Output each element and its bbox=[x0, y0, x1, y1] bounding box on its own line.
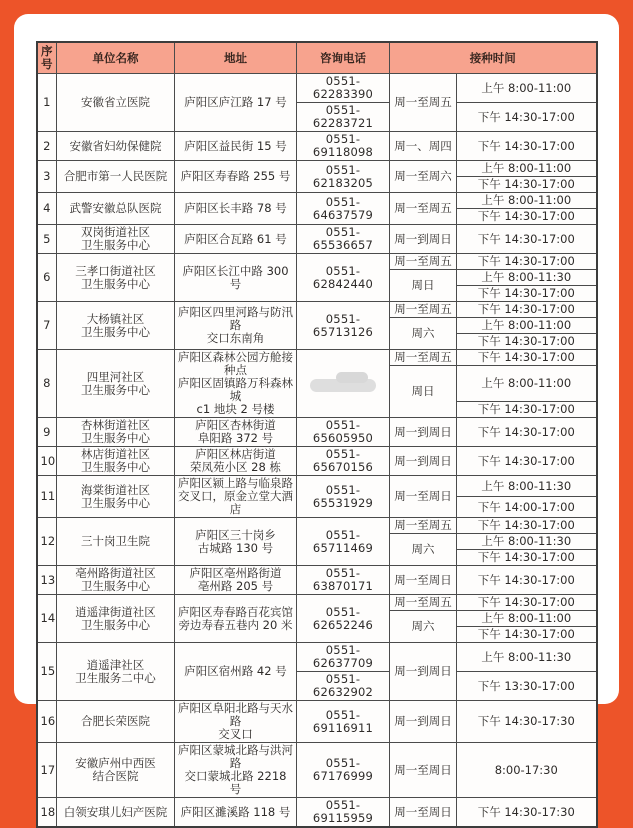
unit-address-cell-line: 交口蒙城北路 2218 号 bbox=[184, 769, 287, 796]
unit-address-cell bbox=[175, 418, 297, 447]
table-row bbox=[37, 302, 597, 318]
table-row bbox=[37, 254, 597, 270]
schedule-days-cell-line: 周一至周日 bbox=[394, 572, 452, 587]
unit-address-cell-line: 庐阳区三十岗乡 bbox=[195, 527, 276, 542]
row-number-cell-line: 9 bbox=[43, 424, 51, 439]
schedule-time-cell bbox=[457, 286, 597, 302]
phone-number-cell bbox=[297, 103, 390, 132]
row-number-cell bbox=[37, 566, 57, 595]
table-row bbox=[37, 518, 597, 534]
unit-address-cell-line: 庐阳区庐江路 17 号 bbox=[184, 95, 287, 109]
vaccination-sites-table bbox=[36, 41, 598, 828]
header-serial-number: 序号 bbox=[37, 42, 57, 74]
unit-address-cell-line: 交叉口，原金立堂大酒店 bbox=[178, 489, 293, 516]
schedule-days-cell bbox=[390, 366, 457, 418]
schedule-time-cell bbox=[457, 497, 597, 518]
row-number-cell-line: 7 bbox=[43, 318, 51, 332]
unit-name-cell bbox=[57, 132, 175, 161]
schedule-time-cell-line: 下午 14:30-17:00 bbox=[477, 177, 575, 191]
schedule-time-cell-line: 下午 14:30-17:00 bbox=[477, 453, 575, 468]
schedule-days-cell bbox=[390, 302, 457, 318]
phone-number-cell: 0551-69116911 bbox=[297, 701, 390, 743]
row-number-cell bbox=[37, 476, 57, 518]
schedule-time-cell bbox=[457, 177, 597, 193]
unit-name-cell-line: 卫生服务中心 bbox=[81, 382, 150, 397]
schedule-time-cell bbox=[457, 209, 597, 225]
schedule-time-cell bbox=[457, 270, 597, 286]
schedule-time-cell bbox=[457, 798, 597, 828]
schedule-days-cell-line: 周一到周日 bbox=[394, 231, 452, 246]
schedule-time-cell-line: 下午 14:30-17:00 bbox=[477, 254, 575, 268]
schedule-days-cell-line: 周一至周日 bbox=[394, 762, 452, 777]
schedule-time-cell bbox=[457, 225, 597, 254]
unit-address-cell-line: 荣凤苑小区 28 栋 bbox=[190, 460, 281, 474]
schedule-days-cell bbox=[390, 518, 457, 534]
schedule-time-cell-line: 下午 14:30-17:00 bbox=[477, 334, 575, 348]
schedule-time-cell-line: 上午 8:00-11:00 bbox=[481, 161, 572, 175]
redacted-phone-blob bbox=[310, 379, 376, 392]
unit-name-cell-line: 结合医院 bbox=[92, 769, 139, 783]
schedule-time-cell bbox=[457, 350, 597, 366]
unit-name-cell-line: 卫生服务中心 bbox=[81, 238, 150, 252]
vaccination-table-body bbox=[37, 74, 597, 828]
schedule-time-cell-line: 上午 8:00-11:30 bbox=[481, 649, 572, 664]
unit-name-cell-line: 杏林街道社区 bbox=[81, 418, 150, 432]
schedule-time-cell bbox=[457, 534, 597, 550]
phone-number-cell bbox=[297, 74, 390, 103]
row-number-cell bbox=[37, 798, 57, 828]
schedule-time-cell-line: 下午 14:30-17:30 bbox=[477, 804, 575, 819]
table-row bbox=[37, 447, 597, 476]
schedule-time-cell-line: 下午 13:30-17:00 bbox=[477, 678, 575, 693]
row-number-cell-line: 6 bbox=[43, 270, 51, 284]
row-number-cell-line: 15 bbox=[40, 664, 56, 678]
schedule-time-cell bbox=[457, 254, 597, 270]
schedule-time-cell bbox=[457, 402, 597, 418]
schedule-days-cell bbox=[390, 74, 457, 132]
row-number-cell-line: 8 bbox=[43, 376, 51, 390]
row-number-cell bbox=[37, 518, 57, 566]
schedule-days-cell bbox=[390, 595, 457, 611]
schedule-days-cell bbox=[390, 476, 457, 518]
schedule-time-cell-line: 下午 14:30-17:00 bbox=[477, 209, 575, 223]
unit-address-cell bbox=[175, 798, 297, 828]
schedule-time-cell bbox=[457, 447, 597, 476]
schedule-days-cell-line: 周一至周五 bbox=[394, 595, 452, 609]
schedule-time-cell-line: 上午 8:00-11:00 bbox=[481, 80, 572, 95]
unit-name-cell-line: 白领安琪儿妇产医院 bbox=[63, 804, 168, 819]
schedule-days-cell bbox=[390, 350, 457, 366]
phone-number-cell-line: 0551-62283390 bbox=[312, 74, 374, 101]
unit-address-cell bbox=[175, 476, 297, 518]
schedule-time-cell-line: 上午 8:00-11:00 bbox=[481, 376, 572, 390]
phone-number-cell: 0551-65536657 bbox=[297, 225, 390, 254]
row-number-cell bbox=[37, 193, 57, 225]
schedule-days-cell-line: 周一到周日 bbox=[394, 664, 452, 678]
unit-address-cell-line: 庐阳区寿春路 255 号 bbox=[180, 169, 291, 183]
unit-name-cell-line: 逍遥津社区 bbox=[86, 657, 145, 672]
schedule-time-cell-line: 下午 14:30-17:00 bbox=[477, 350, 575, 364]
unit-address-cell-line: 庐阳区四里河路与防汛路 bbox=[178, 305, 293, 332]
unit-name-cell bbox=[57, 74, 175, 132]
schedule-time-cell bbox=[457, 318, 597, 334]
schedule-time-cell-line: 上午 8:00-11:30 bbox=[481, 270, 572, 284]
header-unit-name: 单位名称 bbox=[57, 42, 175, 74]
schedule-time-cell bbox=[457, 643, 597, 672]
unit-name-cell bbox=[57, 254, 175, 302]
table-row bbox=[37, 743, 597, 798]
schedule-time-cell bbox=[457, 132, 597, 161]
unit-address-cell bbox=[175, 254, 297, 302]
table-row bbox=[37, 350, 597, 366]
schedule-days-cell-line: 周一到周日 bbox=[394, 714, 452, 728]
schedule-days-cell-line: 周一至周五 bbox=[394, 518, 452, 532]
unit-name-cell bbox=[57, 518, 175, 566]
unit-name-cell-line: 林店街道社区 bbox=[81, 447, 150, 461]
schedule-time-cell bbox=[457, 418, 597, 447]
unit-address-cell-line: 庐阳区蒙城北路与洪河路 bbox=[178, 743, 293, 770]
schedule-days-cell-line: 周一至周五 bbox=[394, 95, 452, 109]
phone-number-cell: 0551-69115959 bbox=[297, 798, 390, 828]
unit-address-cell-line: 庐阳区合瓦路 61 号 bbox=[184, 231, 287, 246]
schedule-days-cell-line: 周六 bbox=[411, 619, 435, 633]
schedule-days-cell-line: 周一到周日 bbox=[394, 424, 452, 439]
schedule-time-cell-line: 下午 14:30-17:00 bbox=[477, 550, 575, 564]
schedule-days-cell-line: 周一至周五 bbox=[394, 350, 452, 364]
schedule-days-cell-line: 周一至周六 bbox=[394, 169, 452, 183]
schedule-time-cell bbox=[457, 627, 597, 643]
phone-number-cell: 0551-63870171 bbox=[297, 566, 390, 595]
unit-address-cell bbox=[175, 643, 297, 701]
unit-name-cell bbox=[57, 193, 175, 225]
unit-address-cell bbox=[175, 302, 297, 350]
schedule-time-cell bbox=[457, 672, 597, 701]
table-row bbox=[37, 701, 597, 743]
unit-address-cell bbox=[175, 132, 297, 161]
table-row bbox=[37, 161, 597, 177]
unit-name-cell-line: 卫生服务中心 bbox=[81, 579, 150, 593]
phone-number-cell: 0551-62183205 bbox=[297, 161, 390, 193]
unit-address-cell-line: 古城路 130 号 bbox=[197, 540, 274, 555]
unit-address-cell-line: 庐阳区颍上路与临泉路 bbox=[178, 476, 293, 490]
table-row bbox=[37, 74, 597, 103]
schedule-time-cell bbox=[457, 302, 597, 318]
unit-name-cell-line: 大杨镇社区 bbox=[86, 311, 145, 326]
phone-number-cell-line: 0551-62283721 bbox=[312, 103, 374, 130]
phone-number-cell-line: 0551-62632902 bbox=[312, 672, 374, 699]
phone-number-cell: 0551-64637579 bbox=[297, 193, 390, 225]
unit-name-cell bbox=[57, 161, 175, 193]
table-row bbox=[37, 566, 597, 595]
table-row bbox=[37, 132, 597, 161]
schedule-days-cell bbox=[390, 534, 457, 566]
header-vaccination-time: 接种时间 bbox=[390, 42, 597, 74]
schedule-days-cell-line: 周日 bbox=[411, 384, 435, 398]
row-number-cell bbox=[37, 418, 57, 447]
schedule-time-cell bbox=[457, 334, 597, 350]
schedule-days-cell-line: 周日 bbox=[411, 278, 435, 292]
unit-name-cell bbox=[57, 225, 175, 254]
unit-address-cell-line: c1 地块 2 号楼 bbox=[196, 402, 275, 416]
unit-name-cell-line: 卫生服务中心 bbox=[81, 495, 150, 510]
schedule-days-cell bbox=[390, 161, 457, 193]
unit-address-cell-line: 庐阳区亳州路街道 bbox=[189, 566, 282, 580]
schedule-time-cell-line: 下午 14:30-17:30 bbox=[477, 714, 575, 728]
unit-address-cell-line: 亳州路 205 号 bbox=[197, 579, 274, 593]
table-header-row bbox=[37, 42, 597, 74]
unit-name-cell-line: 卫生服务中心 bbox=[81, 431, 150, 445]
row-number-cell bbox=[37, 595, 57, 643]
unit-address-cell bbox=[175, 447, 297, 476]
schedule-time-cell bbox=[457, 366, 597, 402]
unit-name-cell-line: 双岗街道社区 bbox=[81, 225, 150, 239]
row-number-cell-line: 14 bbox=[40, 611, 56, 625]
unit-address-cell bbox=[175, 518, 297, 566]
unit-name-cell-line: 卫生服务中心 bbox=[81, 617, 150, 632]
unit-address-cell-line: 庐阳区寿春路百花宾馆 bbox=[178, 604, 293, 619]
table-row bbox=[37, 476, 597, 497]
unit-name-cell-line: 海棠街道社区 bbox=[81, 482, 150, 497]
unit-address-cell-line: 庐阳区宿州路 42 号 bbox=[184, 664, 287, 678]
unit-name-cell-line: 三孝口街道社区 bbox=[75, 263, 156, 278]
table-row bbox=[37, 798, 597, 828]
schedule-time-cell-line: 下午 14:30-17:00 bbox=[477, 109, 575, 124]
schedule-time-cell-line: 下午 14:30-17:00 bbox=[477, 286, 575, 300]
table-row bbox=[37, 225, 597, 254]
unit-name-cell-line: 三十岗卫生院 bbox=[81, 534, 150, 548]
table-row bbox=[37, 595, 597, 611]
unit-name-cell-line: 四里河社区 bbox=[86, 369, 145, 384]
phone-number-cell: 0551-65713126 bbox=[297, 302, 390, 350]
schedule-time-cell bbox=[457, 550, 597, 566]
unit-address-cell-line: 庐阳区森林公园方舱接种点 bbox=[178, 350, 293, 377]
schedule-time-cell bbox=[457, 611, 597, 627]
phone-number-cell: 0551-65670156 bbox=[297, 447, 390, 476]
row-number-cell bbox=[37, 74, 57, 132]
schedule-time-cell-line: 下午 14:30-17:00 bbox=[477, 595, 575, 609]
header-phone: 咨询电话 bbox=[297, 42, 390, 74]
schedule-time-cell-line: 上午 8:00-11:00 bbox=[481, 611, 572, 625]
phone-number-cell bbox=[297, 672, 390, 701]
row-number-cell-line: 13 bbox=[40, 572, 56, 587]
schedule-days-cell-line: 周一至周日 bbox=[394, 489, 452, 503]
unit-name-cell bbox=[57, 350, 175, 418]
phone-number-cell bbox=[297, 350, 390, 418]
unit-address-cell bbox=[175, 595, 297, 643]
phone-number-cell: 0551-62842440 bbox=[297, 254, 390, 302]
unit-name-cell bbox=[57, 798, 175, 828]
unit-address-cell bbox=[175, 350, 297, 418]
row-number-cell-line: 3 bbox=[43, 169, 51, 183]
unit-name-cell-line: 合肥长荣医院 bbox=[81, 714, 150, 728]
unit-name-cell-line: 安徽庐州中西医 bbox=[75, 756, 156, 770]
schedule-time-cell bbox=[457, 701, 597, 743]
unit-address-cell-line: 旁边寿春五巷内 20 米 bbox=[178, 617, 293, 632]
schedule-time-cell-line: 下午 14:30-17:00 bbox=[477, 424, 575, 439]
schedule-time-cell-line: 下午 14:00-17:00 bbox=[477, 499, 575, 514]
unit-name-cell bbox=[57, 566, 175, 595]
schedule-time-cell bbox=[457, 193, 597, 209]
schedule-time-cell bbox=[457, 476, 597, 497]
schedule-days-cell bbox=[390, 743, 457, 798]
schedule-days-cell bbox=[390, 193, 457, 225]
schedule-time-cell-line: 下午 14:30-17:00 bbox=[477, 402, 575, 416]
schedule-time-cell bbox=[457, 518, 597, 534]
row-number-cell-line: 5 bbox=[43, 231, 51, 246]
unit-name-cell bbox=[57, 476, 175, 518]
row-number-cell bbox=[37, 701, 57, 743]
schedule-days-cell bbox=[390, 447, 457, 476]
schedule-time-cell-line: 上午 8:00-11:30 bbox=[481, 478, 572, 493]
schedule-days-cell-line: 周一、周四 bbox=[394, 138, 452, 153]
phone-number-cell: 0551-65711469 bbox=[297, 518, 390, 566]
unit-address-cell-line: 庐阳区长丰路 78 号 bbox=[184, 201, 287, 215]
unit-address-cell-line: 阜阳路 372 号 bbox=[197, 431, 274, 445]
unit-address-cell-line: 庐阳区长江中路 300 号 bbox=[182, 263, 289, 291]
row-number-cell-line: 2 bbox=[43, 138, 51, 153]
schedule-time-cell-line: 下午 14:30-17:00 bbox=[477, 138, 575, 153]
row-number-cell-line: 1 bbox=[43, 95, 51, 109]
unit-name-cell-line: 逍遥津街道社区 bbox=[75, 604, 156, 619]
unit-name-cell-line: 武警安徽总队医院 bbox=[69, 201, 162, 215]
schedule-days-cell bbox=[390, 798, 457, 828]
schedule-days-cell-line: 周一到周日 bbox=[394, 453, 452, 468]
unit-name-cell bbox=[57, 418, 175, 447]
schedule-time-cell bbox=[457, 743, 597, 798]
row-number-cell bbox=[37, 132, 57, 161]
phone-number-cell: 0551-69118098 bbox=[297, 132, 390, 161]
unit-name-cell-line: 卫生服务中心 bbox=[81, 276, 150, 291]
unit-address-cell bbox=[175, 74, 297, 132]
unit-address-cell bbox=[175, 701, 297, 743]
unit-name-cell-line: 亳州路街道社区 bbox=[75, 566, 156, 580]
schedule-time-cell bbox=[457, 595, 597, 611]
row-number-cell bbox=[37, 447, 57, 476]
unit-address-cell bbox=[175, 743, 297, 798]
unit-address-cell-line: 庐阳区固镇路万科森林城 bbox=[178, 376, 293, 403]
unit-name-cell bbox=[57, 302, 175, 350]
schedule-days-cell bbox=[390, 418, 457, 447]
phone-number-cell: 0551-62652246 bbox=[297, 595, 390, 643]
row-number-cell bbox=[37, 225, 57, 254]
schedule-days-cell-line: 周一至周日 bbox=[394, 804, 452, 819]
phone-number-cell bbox=[297, 643, 390, 672]
schedule-days-cell bbox=[390, 701, 457, 743]
table-row bbox=[37, 193, 597, 209]
row-number-cell bbox=[37, 350, 57, 418]
schedule-days-cell bbox=[390, 643, 457, 701]
schedule-days-cell bbox=[390, 225, 457, 254]
unit-name-cell bbox=[57, 447, 175, 476]
unit-address-cell-line: 庐阳区益民街 15 号 bbox=[184, 138, 287, 153]
schedule-time-cell-line: 下午 14:30-17:00 bbox=[477, 231, 575, 246]
table-row bbox=[37, 643, 597, 672]
schedule-time-cell-line: 下午 14:30-17:00 bbox=[477, 518, 575, 532]
schedule-days-cell-line: 周六 bbox=[411, 326, 435, 340]
unit-address-cell-line: 庐阳区林店街道 bbox=[195, 447, 276, 461]
schedule-time-cell bbox=[457, 161, 597, 177]
schedule-days-cell-line: 周一至周五 bbox=[394, 201, 452, 215]
schedule-time-cell bbox=[457, 103, 597, 132]
schedule-time-cell-line: 上午 8:00-11:30 bbox=[481, 534, 572, 548]
unit-address-cell-line: 庐阳区濉溪路 118 号 bbox=[180, 804, 291, 819]
unit-address-cell bbox=[175, 566, 297, 595]
row-number-cell-line: 16 bbox=[40, 714, 56, 728]
unit-name-cell-line: 合肥市第一人民医院 bbox=[63, 169, 168, 183]
schedule-days-cell-line: 周一至周五 bbox=[394, 254, 452, 268]
row-number-cell-line: 12 bbox=[40, 534, 56, 548]
phone-number-cell: 0551-65605950 bbox=[297, 418, 390, 447]
schedule-time-cell bbox=[457, 74, 597, 103]
schedule-time-cell-line: 上午 8:00-11:00 bbox=[481, 318, 572, 332]
schedule-days-cell-line: 周六 bbox=[411, 542, 435, 556]
row-number-cell-line: 11 bbox=[40, 489, 56, 503]
unit-address-cell-line: 庐阳区阜阳北路与天水路 bbox=[178, 701, 293, 728]
schedule-days-cell bbox=[390, 132, 457, 161]
phone-number-cell-line: 0551-62637709 bbox=[312, 643, 374, 670]
table-header bbox=[37, 42, 597, 74]
unit-address-cell-line: 庐阳区杏林街道 bbox=[195, 418, 276, 432]
row-number-cell-line: 18 bbox=[40, 804, 56, 819]
unit-name-cell-line: 安徽省立医院 bbox=[81, 95, 150, 109]
header-address: 地址 bbox=[175, 42, 297, 74]
row-number-cell bbox=[37, 161, 57, 193]
unit-address-cell bbox=[175, 193, 297, 225]
schedule-time-cell-line: 上午 8:00-11:00 bbox=[481, 193, 572, 207]
unit-name-cell-line: 卫生服务二中心 bbox=[75, 670, 156, 685]
row-number-cell-line: 10 bbox=[40, 453, 56, 468]
row-number-cell-line: 4 bbox=[43, 201, 51, 215]
row-number-cell bbox=[37, 302, 57, 350]
schedule-days-cell bbox=[390, 270, 457, 302]
schedule-days-cell bbox=[390, 566, 457, 595]
schedule-time-cell-line: 下午 14:30-17:00 bbox=[477, 627, 575, 641]
unit-name-cell bbox=[57, 743, 175, 798]
table-row bbox=[37, 418, 597, 447]
phone-number-cell: 0551-67176999 bbox=[297, 743, 390, 798]
schedule-days-cell bbox=[390, 611, 457, 643]
unit-address-cell-line: 交叉口 bbox=[218, 727, 253, 741]
schedule-days-cell-line: 周一至周五 bbox=[394, 302, 452, 316]
unit-name-cell-line: 安徽省妇幼保健院 bbox=[69, 138, 162, 153]
unit-address-cell bbox=[175, 161, 297, 193]
unit-name-cell-line: 卫生服务中心 bbox=[81, 324, 150, 339]
schedule-time-cell-line: 下午 14:30-17:00 bbox=[477, 572, 575, 587]
schedule-days-cell bbox=[390, 318, 457, 350]
unit-name-cell bbox=[57, 643, 175, 701]
row-number-cell-line: 17 bbox=[40, 762, 56, 777]
unit-name-cell bbox=[57, 595, 175, 643]
row-number-cell bbox=[37, 743, 57, 798]
schedule-days-cell bbox=[390, 254, 457, 270]
schedule-time-cell-line: 下午 14:30-17:00 bbox=[477, 302, 575, 316]
row-number-cell bbox=[37, 643, 57, 701]
unit-address-cell bbox=[175, 225, 297, 254]
schedule-time-cell bbox=[457, 566, 597, 595]
phone-number-cell: 0551-65531929 bbox=[297, 476, 390, 518]
unit-name-cell bbox=[57, 701, 175, 743]
unit-name-cell-line: 卫生服务中心 bbox=[81, 460, 150, 474]
content-card bbox=[14, 14, 619, 825]
schedule-time-cell-line: 8:00-17:30 bbox=[494, 762, 558, 777]
unit-address-cell-line: 交口东南角 bbox=[206, 331, 265, 345]
row-number-cell bbox=[37, 254, 57, 302]
